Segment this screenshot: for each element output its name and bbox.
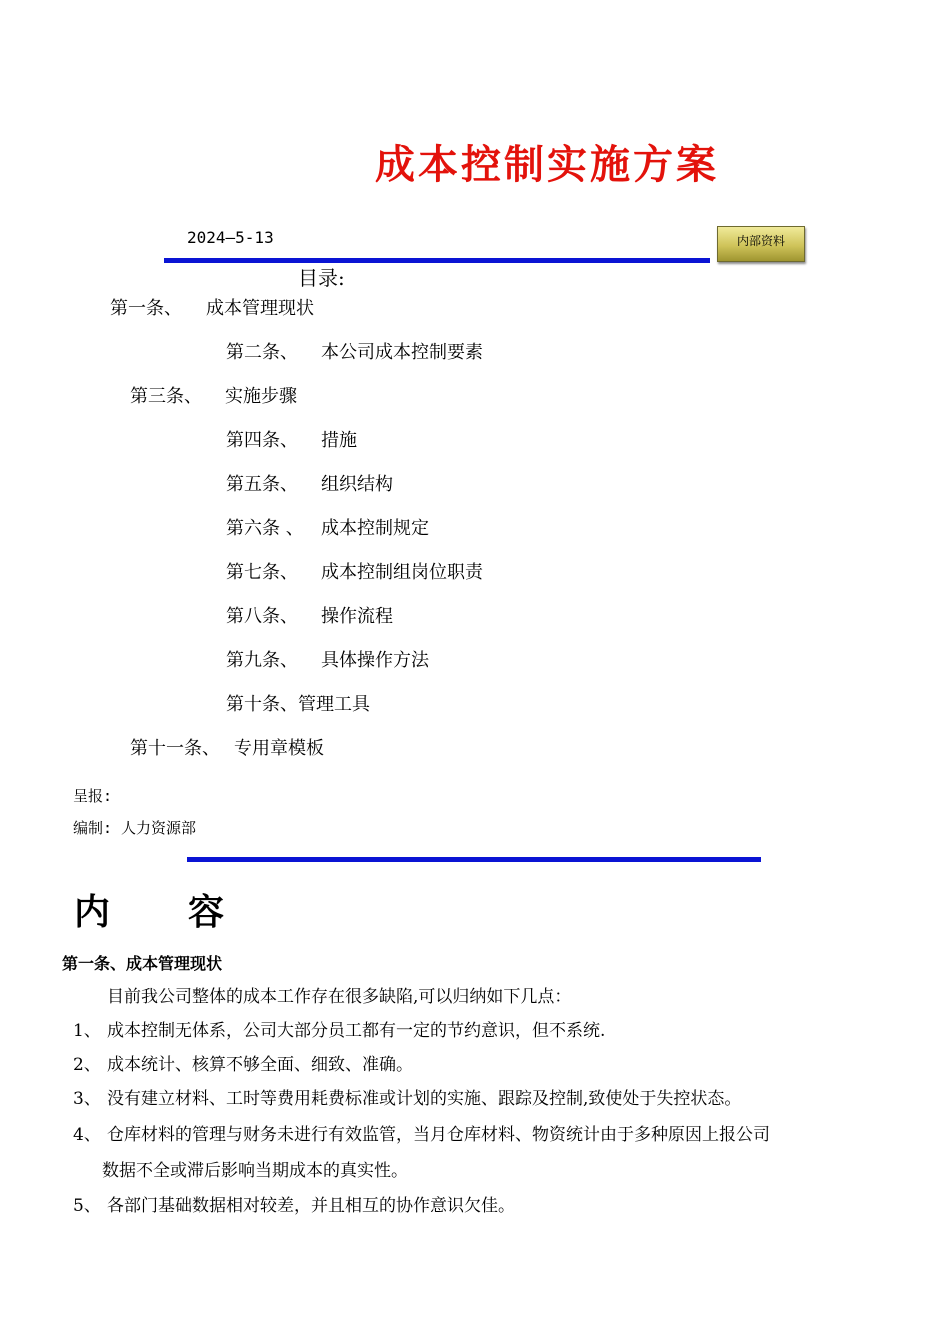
toc-item-11: [130, 737, 324, 761]
toc-item-label: 成本管理现状: [206, 298, 314, 319]
toc-item-label: 措施: [321, 430, 357, 451]
header-divider: [164, 258, 710, 263]
toc-item-1: [110, 297, 314, 321]
list-item-text: 各部门基础数据相对较差，并且相互的协作意识欠佳。: [107, 1196, 515, 1216]
toc-item-label: 专用章模板: [234, 738, 324, 759]
author-line: 编制: 人力资源部: [73, 819, 197, 837]
toc-item-label: 管理工具: [298, 694, 370, 715]
section-title: 第一条、成本管理现状: [62, 954, 223, 973]
toc-item-num: 第二条、: [226, 342, 298, 363]
toc-item-8: [226, 605, 393, 629]
content-heading-right: 容: [188, 891, 225, 933]
toc-item-num: 第八条、: [226, 606, 298, 627]
toc-item-label: 组织结构: [321, 474, 393, 495]
list-item-text: 数据不全或滞后影响当期成本的真实性。: [102, 1161, 408, 1181]
list-item-num: 5、: [73, 1196, 101, 1216]
toc-item-num: 第六条 、: [226, 518, 304, 539]
list-item: [73, 1087, 741, 1111]
toc-item-4: [226, 429, 357, 453]
document-date: 2024—5-13: [187, 228, 274, 247]
intro-paragraph: 目前我公司整体的成本工作存在很多缺陷,可以归纳如下几点：: [107, 987, 572, 1007]
toc-item-label: 成本控制组岗位职责: [321, 562, 483, 583]
toc-item-num: 第三条、: [130, 386, 202, 407]
toc-item-7: [226, 561, 483, 585]
toc-item-num: 第四条、: [226, 430, 298, 451]
list-item: [73, 1194, 515, 1218]
list-item-continuation: [102, 1159, 408, 1183]
toc-item-num: 第一条、: [110, 298, 182, 319]
list-item-num: 1、: [73, 1021, 101, 1041]
toc-item-10: [226, 693, 370, 717]
list-item-num: 3、: [73, 1089, 101, 1109]
list-item: [73, 1053, 413, 1077]
toc-item-label: 操作流程: [321, 606, 393, 627]
list-item: [73, 1019, 605, 1043]
submit-line: 呈报:: [73, 787, 113, 805]
content-heading-left: 内: [74, 891, 111, 933]
document-title: 成本控制实施方案: [375, 141, 719, 188]
internal-badge: 内部资料: [717, 226, 805, 262]
content-divider: [187, 857, 761, 862]
toc-item-2: [226, 341, 483, 365]
toc-item-label: 本公司成本控制要素: [321, 342, 483, 363]
toc-item-label: 成本控制规定: [321, 518, 429, 539]
toc-item-3: [130, 385, 297, 409]
list-item-text: 仓库材料的管理与财务未进行有效监管，当月仓库材料、物资统计由于多种原因上报公司: [107, 1125, 770, 1145]
content-heading: [74, 884, 224, 935]
list-item: [73, 1123, 770, 1147]
toc-item-9: [226, 649, 429, 673]
toc-item-label: 实施步骤: [225, 386, 297, 407]
toc-item-num: 第十条、: [226, 694, 298, 715]
toc-item-num: 第七条、: [226, 562, 298, 583]
list-item-text: 成本统计、核算不够全面、细致、准确。: [107, 1055, 413, 1075]
list-item-text: 成本控制无体系，公司大部分员工都有一定的节约意识，但不系统.: [107, 1021, 606, 1041]
toc-item-6: [226, 517, 429, 541]
toc-item-num: 第十一条、: [130, 738, 220, 759]
toc-title: 目录:: [298, 266, 345, 290]
toc-item-num: 第九条、: [226, 650, 298, 671]
list-item-num: 2、: [73, 1055, 101, 1075]
list-item-text: 没有建立材料、工时等费用耗费标准或计划的实施、跟踪及控制,致使处于失控状态。: [107, 1089, 742, 1109]
toc-item-num: 第五条、: [226, 474, 298, 495]
toc-item-label: 具体操作方法: [321, 650, 429, 671]
toc-item-5: [226, 473, 393, 497]
list-item-num: 4、: [73, 1125, 101, 1145]
